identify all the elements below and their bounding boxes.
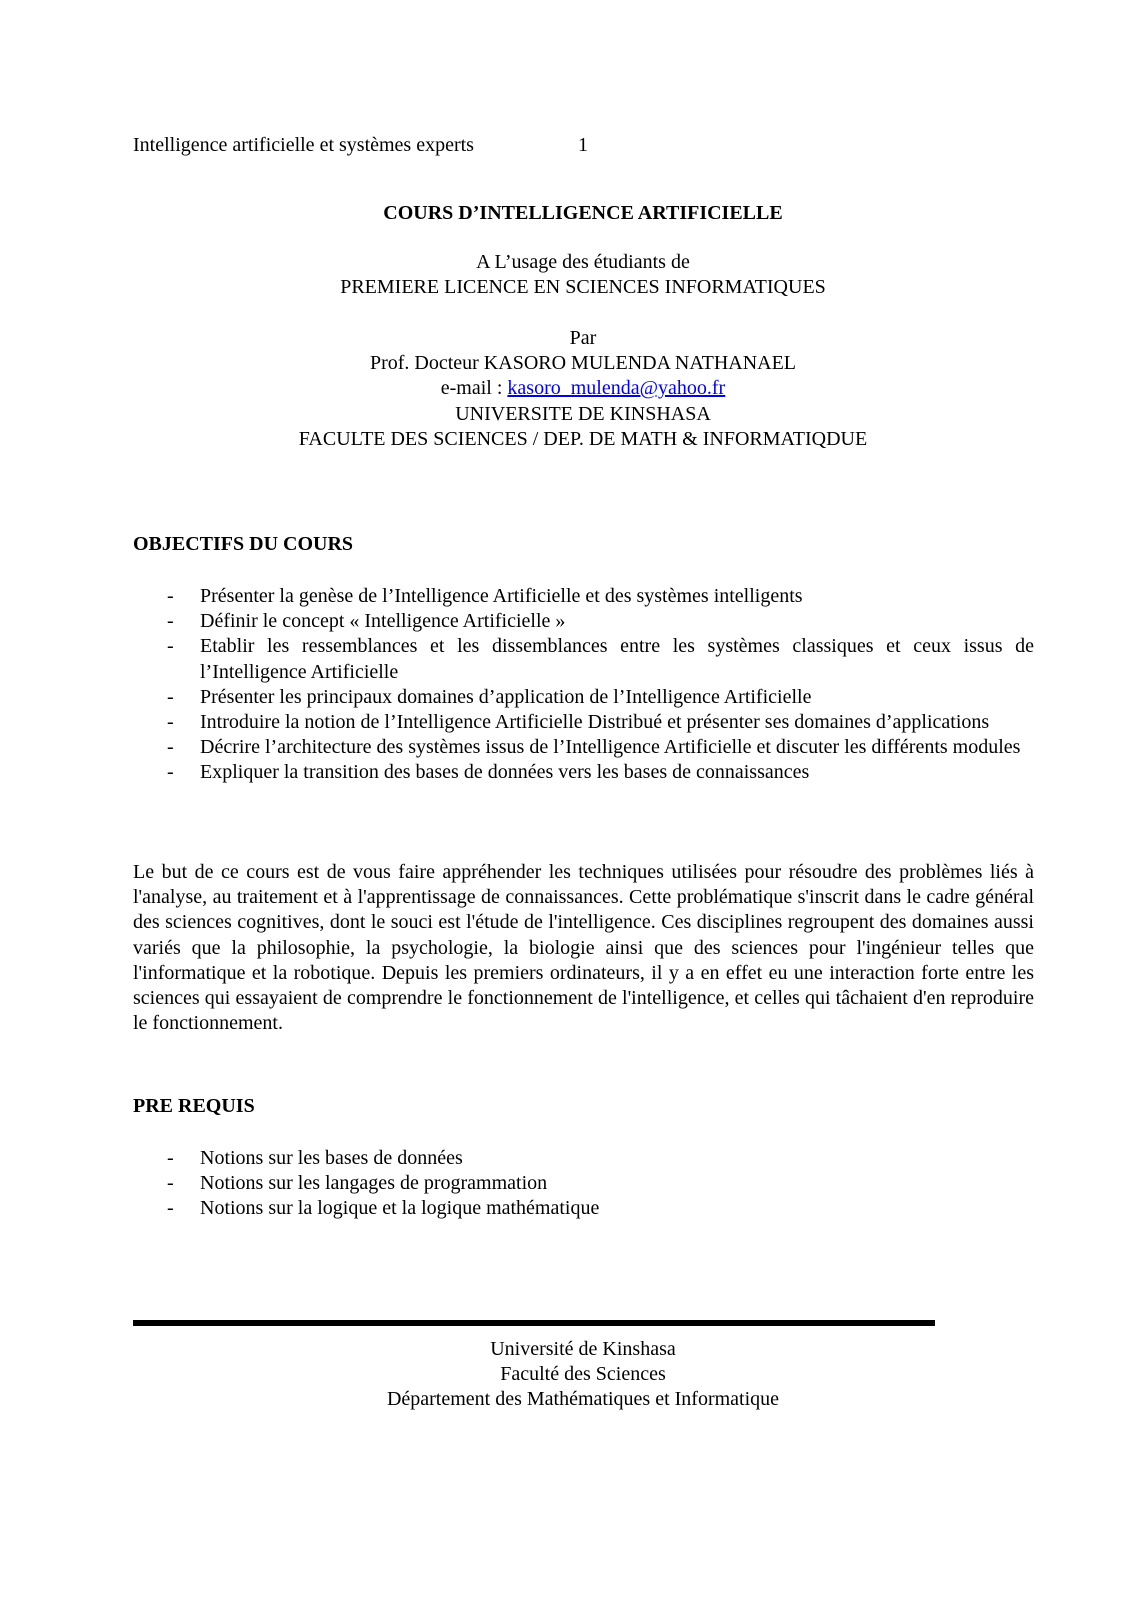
list-item-text: Expliquer la transition des bases de données vers les bases de connaissances: [200, 761, 810, 784]
list-item: [133, 584, 1034, 609]
footer-university: Université de Kinshasa: [490, 1338, 676, 1360]
objectives-list: [133, 584, 1034, 786]
list-item: [133, 1171, 1034, 1196]
author-block: [133, 326, 1033, 452]
faculty-name: FACULTE DES SCIENCES / DEP. DE MATH & INFORMATIQDUE: [298, 427, 868, 450]
bullet-dash: -: [167, 1172, 174, 1195]
footer-faculty: Faculté des Sciences: [500, 1363, 666, 1386]
course-title: [133, 201, 1033, 226]
list-item: [133, 1146, 1034, 1171]
course-title-text: COURS D’INTELLIGENCE ARTIFICIELLE: [383, 202, 783, 224]
page-number: 1: [578, 134, 588, 156]
author-name: Prof. Docteur KASORO MULENDA NATHANAEL: [369, 352, 797, 375]
email-link[interactable]: kasoro_mulenda@yahoo.fr: [507, 377, 726, 400]
list-item: [133, 685, 1034, 710]
list-item-text: Présenter la genèse de l’Intelligence Artificielle et des systèmes intelligents: [200, 585, 803, 607]
list-item: [133, 760, 1034, 785]
audience-program: PREMIERE LICENCE EN SCIENCES INFORMATIQUES: [340, 276, 826, 299]
list-item-text: Décrire l’architecture des systèmes issus de l’Intelligence Artificielle et discuter les différents modules: [200, 736, 1021, 759]
list-item-text: Notions sur les bases de données: [200, 1147, 463, 1169]
list-item: [133, 634, 1034, 684]
email-label: e-mail :: [440, 377, 508, 400]
by-label: Par: [569, 327, 597, 349]
list-item-text: Présenter les principaux domaines d’application de l’Intelligence Artificielle: [200, 685, 812, 708]
list-item-text: Etablir les ressemblances et les dissemblances entre les systèmes classiques et ceux issus de l’Intelligence Artificielle: [200, 635, 1034, 683]
audience-block: [133, 250, 1033, 300]
list-item: [133, 735, 1034, 760]
bullet-dash: -: [167, 685, 174, 708]
footer: [133, 1337, 1033, 1413]
bullet-dash: -: [167, 711, 174, 734]
bullet-dash: -: [167, 610, 174, 633]
bullet-dash: -: [167, 736, 174, 759]
bullet-dash: -: [167, 585, 174, 607]
footer-department: Département des Mathématiques et Informatique: [386, 1388, 780, 1411]
bullet-dash: -: [167, 635, 174, 658]
objectives-heading: OBJECTIFS DU COURS: [133, 533, 354, 555]
running-header: [133, 133, 588, 158]
list-item-text: Définir le concept « Intelligence Artificielle »: [200, 610, 566, 633]
bullet-dash: -: [167, 761, 174, 784]
footer-divider: [133, 1320, 935, 1326]
list-item: [133, 609, 1034, 634]
audience-line: A L’usage des étudiants de: [476, 251, 690, 273]
prerequisites-list: [133, 1146, 1034, 1222]
list-item-text: Notions sur la logique et la logique mathématique: [200, 1197, 600, 1220]
bullet-dash: -: [167, 1147, 174, 1169]
bullet-dash: -: [167, 1197, 174, 1220]
list-item: [133, 1196, 1034, 1221]
university-name: UNIVERSITE DE KINSHASA: [455, 402, 711, 425]
list-item-text: Notions sur les langages de programmation: [200, 1172, 548, 1195]
email-line: [133, 376, 1033, 401]
list-item: [133, 710, 1034, 735]
course-purpose-paragraph: Le but de ce cours est de vous faire appréhender les techniques utilisées pour résoudre des problèmes liés à l'analyse, au traitement et à l'apprentissage de connaissances. Cette problématique s'inscrit dans le cadre général des sciences cognitives, dont le souci est l'étude de l'intelligence. Ces disciplines regroupent des domaines aussi variés que la philosophie, la psychologie, la biologie ainsi que des sciences pour l'ingénieur telles que l'informatique et la robotique. Depuis les premiers ordinateurs, il y a en effet eu une interaction forte entre les sciences qui essayaient de comprendre le fonctionnement de l'intelligence, et celles qui tâchaient d'en reproduire le fonctionnement.: [133, 861, 1034, 1035]
list-item-text: Introduire la notion de l’Intelligence Artificielle Distribué et présenter ses domaines d’applications: [200, 711, 990, 734]
running-title: Intelligence artificielle et systèmes experts: [133, 134, 474, 156]
prerequisites-heading: PRE REQUIS: [133, 1095, 255, 1117]
